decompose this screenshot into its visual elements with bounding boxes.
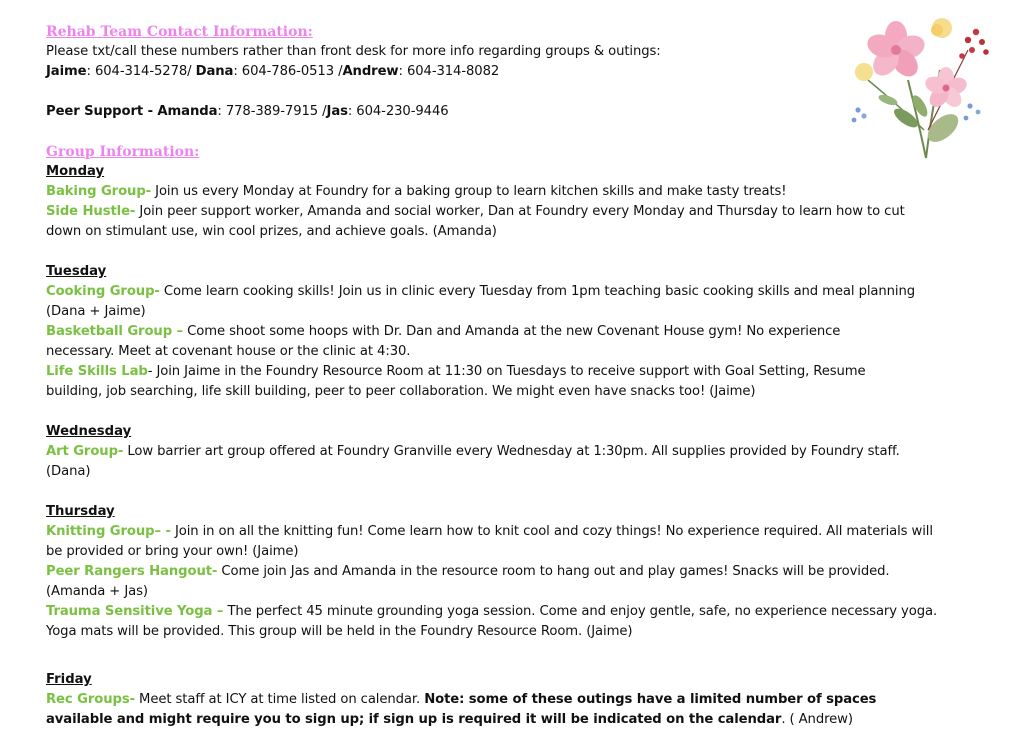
day-heading-monday: Monday: [46, 164, 105, 179]
group-entry: [46, 690, 926, 730]
group-desc: Join in on all the knitting fun! Come learn how to knit cool and cozy things! No experience required. All materials will be provided or bring your own! (Jaime): [46, 524, 933, 559]
group-desc: Come shoot some hoops with Dr. Dan and Amanda at the new Covenant House gym! No experience necessary. Meet at covenant house or the clinic at 4:30.: [46, 324, 841, 359]
group-entry: [46, 442, 941, 482]
group-name: Baking Group-: [46, 184, 152, 199]
group-section-title: Group Information:: [46, 144, 200, 160]
staff-phone-andrew: : 604-314-8082: [398, 64, 500, 79]
group-desc: - Join Jaime in the Foundry Resource Room at 11:30 on Tuesdays to receive support with Goal Setting, Resume building, job searching, life skill building, peer to peer collaboration. We might even have snacks too! (Jaime): [46, 364, 866, 399]
group-entry: [46, 562, 906, 602]
group-entry: [46, 322, 861, 362]
group-name: Art Group-: [46, 444, 124, 459]
day-heading-friday: Friday: [46, 672, 92, 687]
group-entry: [46, 282, 941, 322]
staff-phone-jaime: : 604-314-5278/: [86, 64, 196, 79]
staff-phone-line: [46, 62, 946, 82]
peer-support-jas-label: Jas: [326, 104, 348, 119]
group-entry: [46, 182, 941, 202]
staff-name-andrew: Andrew: [342, 64, 399, 79]
peer-support-label: Peer Support - Amanda: [46, 104, 218, 119]
group-name: Trauma Sensitive Yoga –: [46, 604, 224, 619]
staff-phone-dana: : 604-786-0513 /: [233, 64, 343, 79]
flower-bouquet-icon: [848, 10, 994, 160]
peer-support-jas-phone: : 604-230-9446: [347, 104, 449, 119]
group-desc: Meet staff at ICY at time listed on calendar.: [134, 692, 425, 707]
group-entry: [46, 602, 946, 642]
staff-name-jaime: Jaime: [46, 64, 87, 79]
document-body: [46, 22, 946, 730]
group-name: Cooking Group-: [46, 284, 160, 299]
group-entry: [46, 522, 941, 562]
group-name: Rec Groups-: [46, 692, 135, 707]
group-name: Life Skills Lab: [46, 364, 148, 379]
signup-note: Note: some of these outings have a limited number of spaces available and might require you to sign up; if sign up is required it will be indicated on the calendar: [46, 692, 877, 727]
group-desc: Come join Jas and Amanda in the resource room to hang out and play games! Snacks will be provided. (Amanda + Jas): [46, 564, 890, 599]
group-desc: Join peer support worker, Amanda and social worker, Dan at Foundry every Monday and Thursday to learn how to cut down on stimulant use, win cool prizes, and achieve goals. (Amanda): [46, 204, 905, 239]
group-desc: Join us every Monday at Foundry for a baking group to learn kitchen skills and make tasty treats!: [151, 184, 787, 199]
contact-section-title: Rehab Team Contact Information:: [46, 24, 313, 40]
group-desc: Low barrier art group offered at Foundry Granville every Wednesday at 1:30pm. All supplies provided by Foundry staff. (Dana): [46, 444, 900, 479]
group-name: Basketball Group –: [46, 324, 184, 339]
contact-intro: Please txt/call these numbers rather than front desk for more info regarding groups & outings:: [46, 44, 661, 59]
group-name: Knitting Group– -: [46, 524, 171, 539]
group-desc: The perfect 45 minute grounding yoga session. Come and enjoy gentle, safe, no experience necessary yoga. Yoga mats will be provided. This group will be held in the Foundry Resource Room. (Jaime): [46, 604, 938, 639]
peer-support-line: [46, 102, 946, 122]
group-entry: [46, 362, 896, 402]
staff-name-dana: Dana: [195, 64, 234, 79]
group-entry: [46, 202, 941, 242]
day-heading-wednesday: Wednesday: [46, 424, 132, 439]
day-heading-tuesday: Tuesday: [46, 264, 107, 279]
group-name: Side Hustle-: [46, 204, 136, 219]
group-desc-tail: . ( Andrew): [781, 712, 853, 727]
group-name: Peer Rangers Hangout-: [46, 564, 218, 579]
day-heading-thursday: Thursday: [46, 504, 115, 519]
peer-support-phone: : 778-389-7915 /: [217, 104, 327, 119]
group-desc: Come learn cooking skills! Join us in clinic every Tuesday from 1pm teaching basic cooking skills and meal planning (Dana + Jaime): [46, 284, 915, 319]
